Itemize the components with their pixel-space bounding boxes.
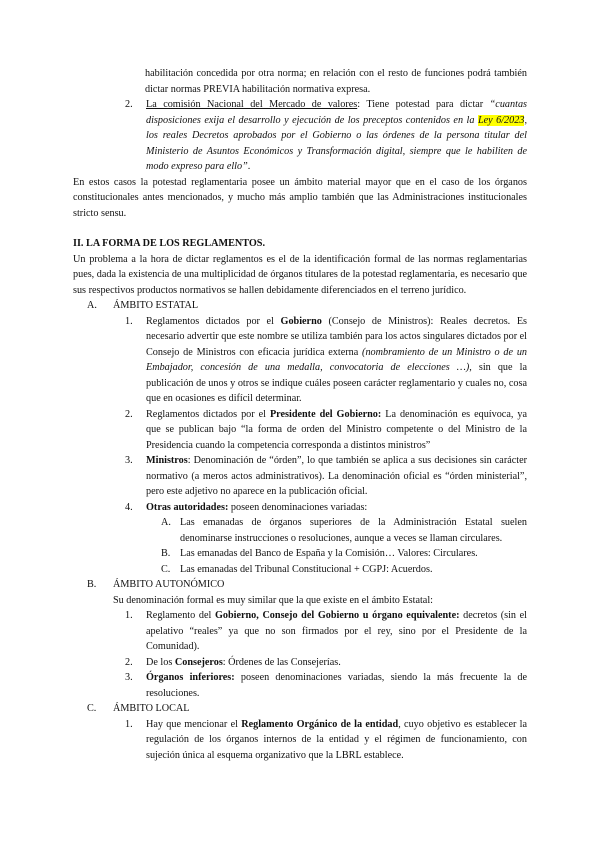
- text-run: (Consejo de Ministros): Reales decretos. Es necesario advertir que este nombre se utiliza también para los actos singulares dictados por el Consejo de Ministros con eficacia jurídica externa: [146, 315, 528, 358]
- list-item: [73, 407, 527, 454]
- continued-paragraph: habilitación concedida por otra norma; en relación con el resto de funciones podrá también dictar normas PREVIA habilitación normativa expresa.: [145, 68, 527, 95]
- bold-term: Consejeros: [174, 656, 223, 668]
- list-marker: C.: [161, 563, 171, 575]
- sub-list-item: [73, 515, 527, 546]
- list-item: [73, 655, 527, 671]
- list-item-text: [146, 717, 527, 764]
- list-item: [73, 314, 527, 407]
- list-item-text: [146, 314, 527, 407]
- list-item: [73, 717, 527, 764]
- list-item-text: [146, 670, 527, 701]
- text-run: poseen denominaciones variadas, siendo la más frecuente la de resoluciones.: [146, 672, 527, 699]
- section-heading: II. LA FORMA DE LOS REGLAMENTOS.: [73, 238, 265, 249]
- text-run: , sin que la publicación de unos y otros se indique cuáles poseen carácter reglamentario y cuales no, cosa que en ocasiones es difícil determinar.: [146, 362, 527, 404]
- list-marker: B.: [87, 579, 97, 590]
- list-item: [73, 670, 527, 701]
- document-page: [73, 66, 527, 763]
- list-item: [73, 500, 527, 516]
- italic-quote: “cuantas disposiciones exija el desarrollo y ejecución de los preceptos contenidos en la: [146, 99, 527, 126]
- sub-list-item: [73, 562, 527, 578]
- italic-examples: (nombramiento de un Ministro o de un Embajador, concesión de una medalla, convocatoria de elecciones …): [146, 346, 528, 373]
- list-marker: A.: [87, 300, 97, 311]
- list-marker: 2.: [125, 408, 133, 420]
- underlined-subject: La comisión Nacional del Mercado de valores: [146, 99, 358, 110]
- list-marker: 4.: [125, 501, 133, 513]
- subsection-title: ÁMBITO AUTONÓMICO: [113, 579, 225, 590]
- list-item-text: [146, 500, 527, 516]
- list-item-text: [146, 655, 527, 671]
- text-run: , cuyo objetivo es establecer la regulación de los órganos internos de la entidad y el régimen de funcionamiento, con sujeción única al esquema organizativo que la LBRL establece.: [146, 718, 528, 761]
- text-run: La denominación es equívoca, ya que se publican bajo “la forma de orden del Ministro competente o del Ministro de la Presidencia cuando la competencia corresponda a distintos ministros”: [146, 408, 527, 451]
- bold-term: Órganos inferiores:: [146, 672, 235, 683]
- list-item: [73, 453, 527, 500]
- subsection-autonomico: [73, 577, 527, 593]
- list-item-text: [146, 407, 527, 454]
- cnmv-item: [73, 97, 527, 175]
- highlighted-law: Ley 6/2023: [477, 114, 525, 126]
- list-marker: 1.: [125, 718, 133, 730]
- bold-term: Gobierno: [280, 315, 322, 327]
- text-run: Reglamento del: [146, 610, 215, 621]
- text-run: Reglamentos dictados por el: [146, 408, 270, 420]
- subsection-estatal: [73, 298, 527, 314]
- list-item-text: [146, 453, 527, 500]
- closing-paragraph: En estos casos la potestad reglamentaria posee un ámbito material mayor que en el caso de los órganos constitucionales antes mencionados, y mucho más amplio también que las Administraciones institucionales stricto sensu.: [73, 176, 527, 219]
- list-marker: 2.: [125, 656, 133, 668]
- list-item-text: Las emanadas del Banco de España y la Comisión… Valores: Circulares.: [180, 548, 478, 559]
- list-marker: 3.: [125, 455, 133, 466]
- list-item-text: [146, 97, 527, 175]
- list-marker: 1.: [125, 610, 133, 621]
- subsection-intro: Su denominación formal es muy similar que la que existe en el ámbito Estatal:: [113, 594, 433, 606]
- text-run: .: [247, 161, 251, 172]
- text-run: decretos (sin el apelativo “reales” ya que no son firmados por el rey, sino por el Presidente de la Comunidad).: [146, 610, 527, 652]
- list-item-text: Las emanadas del Tribunal Constitucional + CGPJ: Acuerdos.: [180, 563, 433, 575]
- list-marker: 1.: [125, 315, 133, 327]
- bold-term: Presidente del Gobierno:: [269, 408, 382, 420]
- text-run: : Tiene potestad para dictar: [357, 99, 490, 110]
- list-marker: 3.: [125, 672, 133, 683]
- text-run: : Órdenes de las Consejerías.: [222, 656, 341, 668]
- subsection-title: ÁMBITO ESTATAL: [113, 300, 199, 311]
- text-run: Hay que mencionar el: [146, 718, 242, 730]
- subsection-title: ÁMBITO LOCAL: [113, 703, 190, 714]
- bold-term: Otras autoridades:: [146, 501, 229, 513]
- list-item-text: Las emanadas de órganos superiores de la Administración Estatal suelen denominarse instrucciones o resoluciones, aunque a veces se llaman circulares.: [180, 517, 527, 544]
- sub-list-item: [73, 546, 527, 562]
- text-run: De los: [146, 656, 175, 668]
- italic-quote: , los reales Decretos aprobados por el Gobierno o las órdenes de la persona titular del Ministerio de Asuntos Económicos y Transformación digital, siempre que le habiliten de modo expreso para ello”: [146, 114, 527, 172]
- text-run: : Denominación de “órden”, lo que también se aplica a sus decisiones sin carácter normativo (a meros actos administrativos). La denominación oficial es “órden ministerial”, pero este adjetivo no aparece en la publicación oficial.: [146, 455, 527, 497]
- bold-term: Reglamento Orgánico de la entidad: [241, 718, 399, 730]
- list-item-text: [146, 608, 527, 655]
- list-item: [73, 608, 527, 655]
- section-intro: Un problema a la hora de dictar reglamentos es el de la identificación formal de las normas reglamentarias pues, dada la existencia de una multiplicidad de órganos titulares de la potestad reglamentaria, es necesario que sus respectivos productos normativos se hallen debidamente diferenciados en el terreno jurídico.: [73, 253, 527, 296]
- bold-term: Gobierno, Consejo del Gobierno u órgano equivalente:: [214, 610, 460, 621]
- subsection-local: [73, 701, 527, 717]
- bold-term: Ministros: [146, 455, 188, 466]
- list-marker: 2.: [125, 99, 133, 110]
- list-marker: B.: [161, 548, 171, 559]
- text-run: Reglamentos dictados por el: [146, 315, 281, 327]
- list-marker: A.: [161, 517, 171, 528]
- list-marker: C.: [87, 703, 97, 714]
- text-run: poseen denominaciones variadas:: [228, 501, 368, 513]
